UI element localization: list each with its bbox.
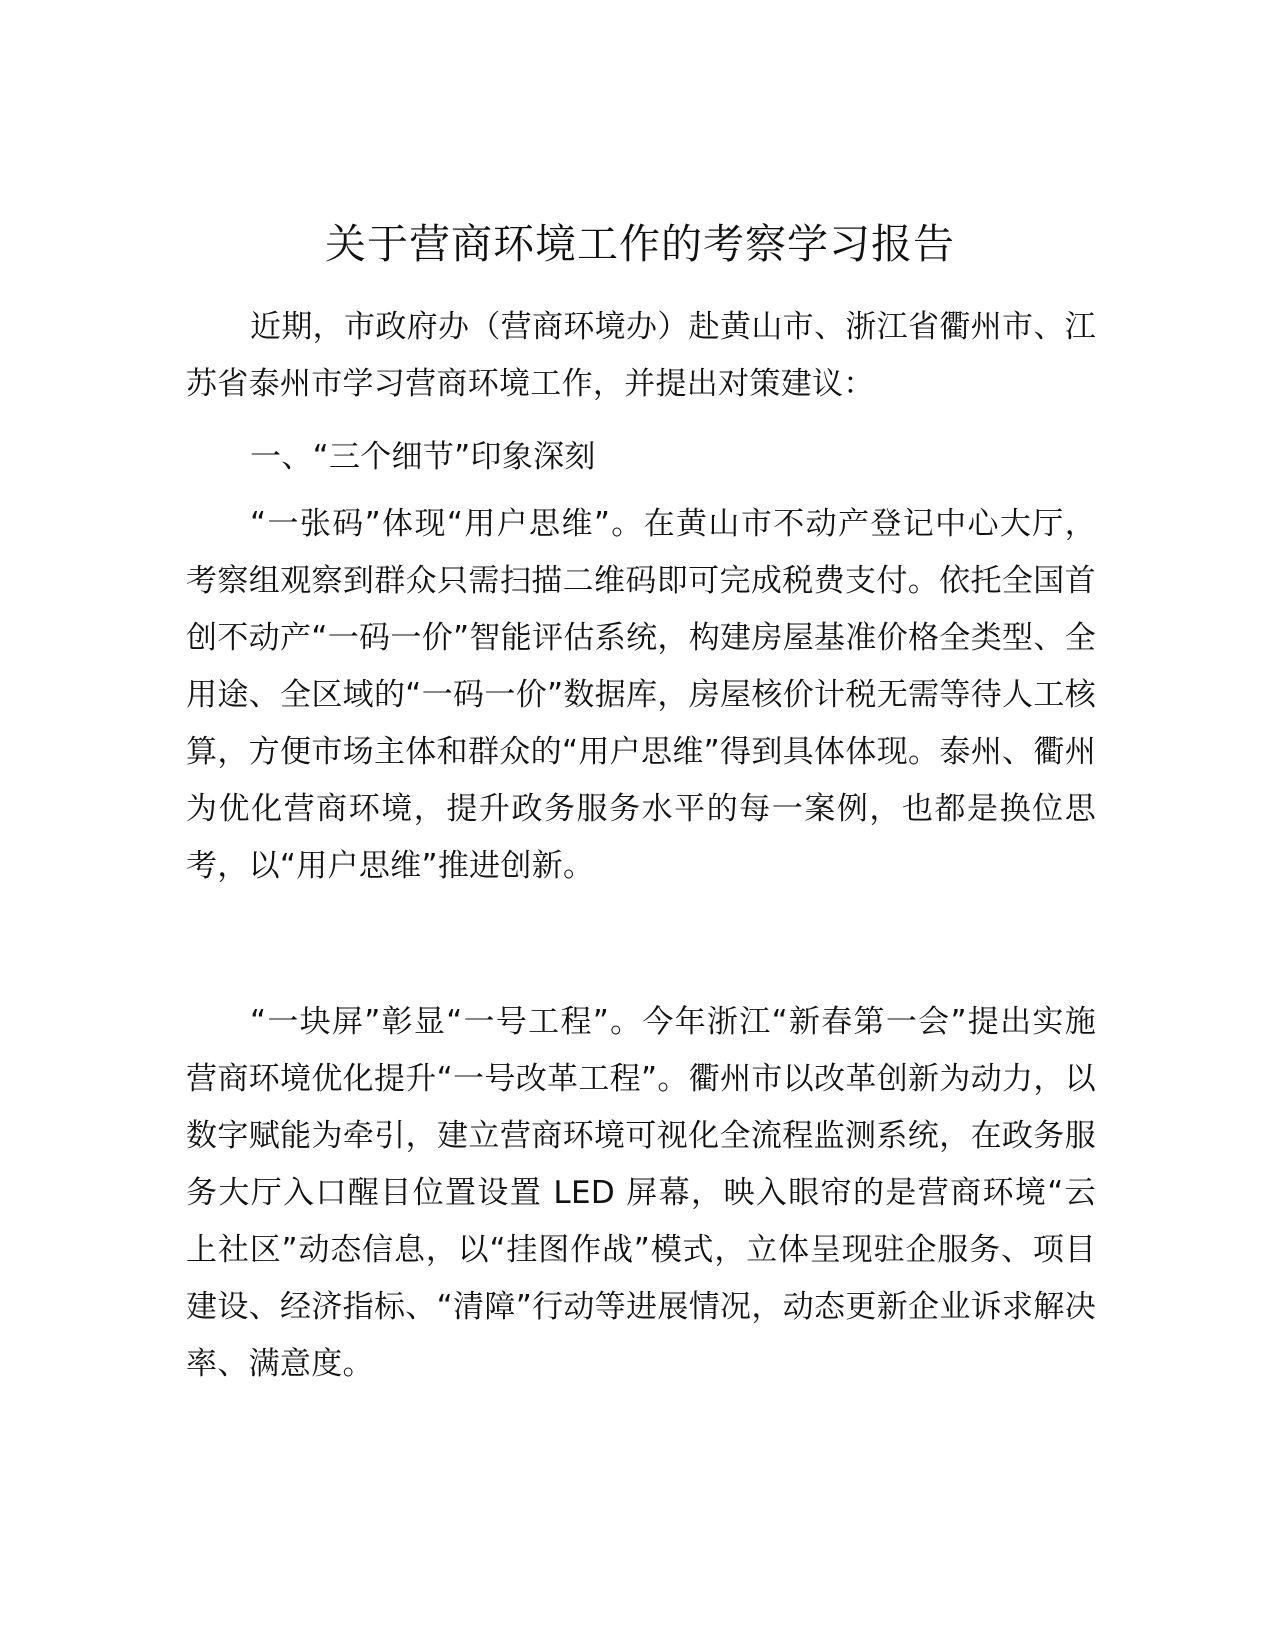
document-title: 关于营商环境工作的考察学习报告: [325, 220, 955, 268]
body-paragraph-one-code: “一张码”体现“用户思维”。在黄山市不动产登记中心大厅，考察组观察到群众只需扫描二维码即可完成税费支付。依托全国首创不动产“一码一价”智能评估系统，构建房屋基准价格全类型、全用途、全区域的“一码一价”数据库，房屋核价计税无需等待人工核算，方便市场主体和群众的“用户思维”得到具体体现。泰州、衢州为优化营商环境，提升政务服务水平的每一案例，也都是换位思考，以“用户思维”推进创新。: [186, 506, 1096, 884]
body-paragraph-one-screen: “一块屏”彰显“一号工程”。今年浙江“新春第一会”提出实施营商环境优化提升“一号改革工程”。衢州市以改革创新为动力，以数字赋能为牵引，建立营商环境可视化全流程监测系统，在政务服务大厅入口醒目位置设置 LED 屏幕，映入眼帘的是营商环境“云上社区”动态信息，以“挂图作战”模式，立体呈现驻企服务、项目建设、经济指标、“清障”行动等进展情况，动态更新企业诉求解决率、满意度。: [186, 1004, 1096, 1382]
section-heading-one: 一、“三个细节”印象深刻: [250, 439, 596, 475]
intro-paragraph: 近期，市政府办（营商环境办）赴黄山市、浙江省衢州市、江苏省泰州市学习营商环境工作，并提出对策建议：: [186, 309, 1096, 402]
